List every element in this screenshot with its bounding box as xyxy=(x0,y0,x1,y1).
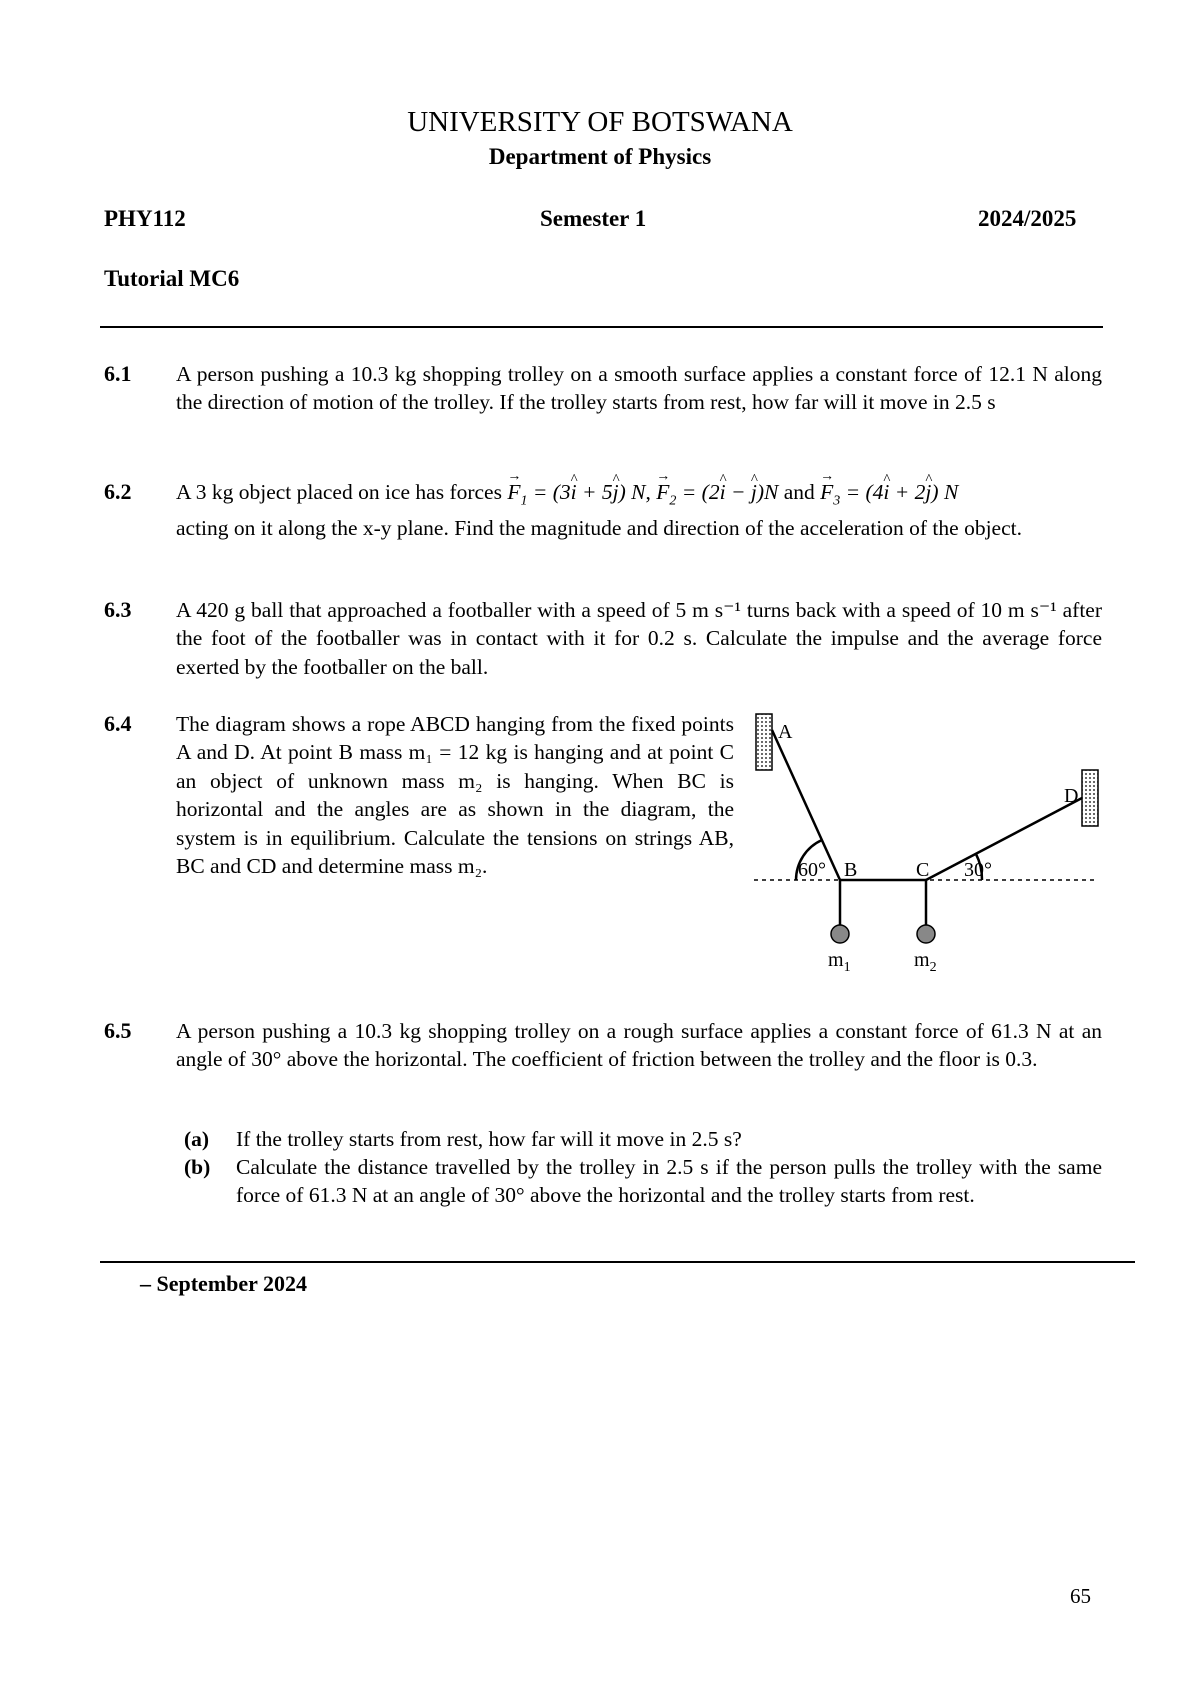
rope-diagram xyxy=(740,700,1120,990)
subquestion-label: (a) xyxy=(184,1127,210,1151)
semester-label: Semester 1 xyxy=(540,206,647,231)
point-label-d: D xyxy=(1064,785,1079,807)
footer-date: – September 2024 xyxy=(140,1271,308,1296)
point-label-c: C xyxy=(916,859,930,881)
mass-m2 xyxy=(917,925,935,943)
force-f1-equation: → $F_1$ = (3^ i + 5^ j) N xyxy=(507,480,645,504)
subquestion-label: (b) xyxy=(184,1155,211,1179)
course-code: PHY112 xyxy=(104,206,186,231)
question-text: The diagram shows a rope ABCD hanging from the fixed points A and D. At point B mass m₁ = 12 kg is hanging and at point C an object of unknown mass m₂ is hanging. When BC is horizontal and the angles are as shown in the diagram, the system is in equilibrium. Calculate the tensions on strings AB, BC and CD and determine mass m₂. xyxy=(176,712,734,879)
department-title: Department of Physics xyxy=(488,144,712,169)
page-number: 65 xyxy=(1070,1584,1091,1608)
question-number: 6.4 xyxy=(104,711,132,736)
footer-rule xyxy=(100,1261,1135,1263)
force-f2-equation: → $F_2$ = (2^ i − ^ j)N xyxy=(656,480,778,504)
wall-block-a xyxy=(756,714,772,770)
question-number: 6.5 xyxy=(104,1018,132,1043)
wall-block-d xyxy=(1082,770,1098,826)
rope-ab xyxy=(772,730,840,880)
university-title: UNIVERSITY OF BOTSWANA xyxy=(407,106,793,138)
tutorial-title: Tutorial MC6 xyxy=(104,266,240,291)
angle-label-30: 30° xyxy=(964,859,992,881)
angle-label-60: 60° xyxy=(798,859,826,881)
question-text-line: A 3 kg object placed on ice has forces → $F_1$ = (3^ i + 5^ j) N, → $F_2$ = (2^ i − ^ j)N and → $F_3$ = (4^ i + 2^ j) N xyxy=(176,478,1102,516)
and-word: and xyxy=(783,480,815,504)
mass-label-m2: $m_2$ xyxy=(914,949,937,975)
question-number: 6.3 xyxy=(104,597,132,622)
question-text: A person pushing a 10.3 kg shopping trolley on a smooth surface applies a constant force of 12.1 N along the direction of motion of the trolley. If the trolley starts from rest, how far will it move in 2.5 s xyxy=(176,362,1102,415)
question-number: 6.2 xyxy=(104,479,132,504)
subquestion-text: If the trolley starts from rest, how far will it move in 2.5 s? xyxy=(236,1127,742,1151)
question-text: A person pushing a 10.3 kg shopping trolley on a rough surface applies a constant force of 61.3 N at an angle of 30° above the horizontal. The coefficient of friction between the trolley and the floor is 0.3. xyxy=(176,1019,1102,1072)
question-number: 6.1 xyxy=(104,361,132,386)
point-label-a: A xyxy=(778,721,793,743)
academic-year: 2024/2025 xyxy=(978,206,1077,231)
question-lead-text: A 3 kg object placed on ice has forces xyxy=(176,480,502,504)
mass-m1 xyxy=(831,925,849,943)
force-f3-equation: → $F_3$ = (4^ i + 2^ j) N xyxy=(820,480,958,504)
mass-label-m1: $m_1$ xyxy=(828,949,851,975)
question-text: acting on it along the x-y plane. Find the magnitude and direction of the acceleration of the object. xyxy=(176,516,1022,540)
question-text: A 420 g ball that approached a footballer with a speed of 5 m s⁻¹ turns back with a speed of 10 m s⁻¹ after the foot of the footballer was in contact with it for 0.2 s. Calculate the impulse and the average force exerted by the footballer on the ball. xyxy=(176,598,1102,679)
point-label-b: B xyxy=(844,859,858,881)
header-rule xyxy=(100,326,1103,328)
subquestion-text: Calculate the distance travelled by the trolley in 2.5 s if the person pulls the trolley with the same force of 61.3 N at an angle of 30° above the horizontal and the trolley starts from rest. xyxy=(236,1155,1102,1208)
rope-cd xyxy=(926,798,1082,880)
